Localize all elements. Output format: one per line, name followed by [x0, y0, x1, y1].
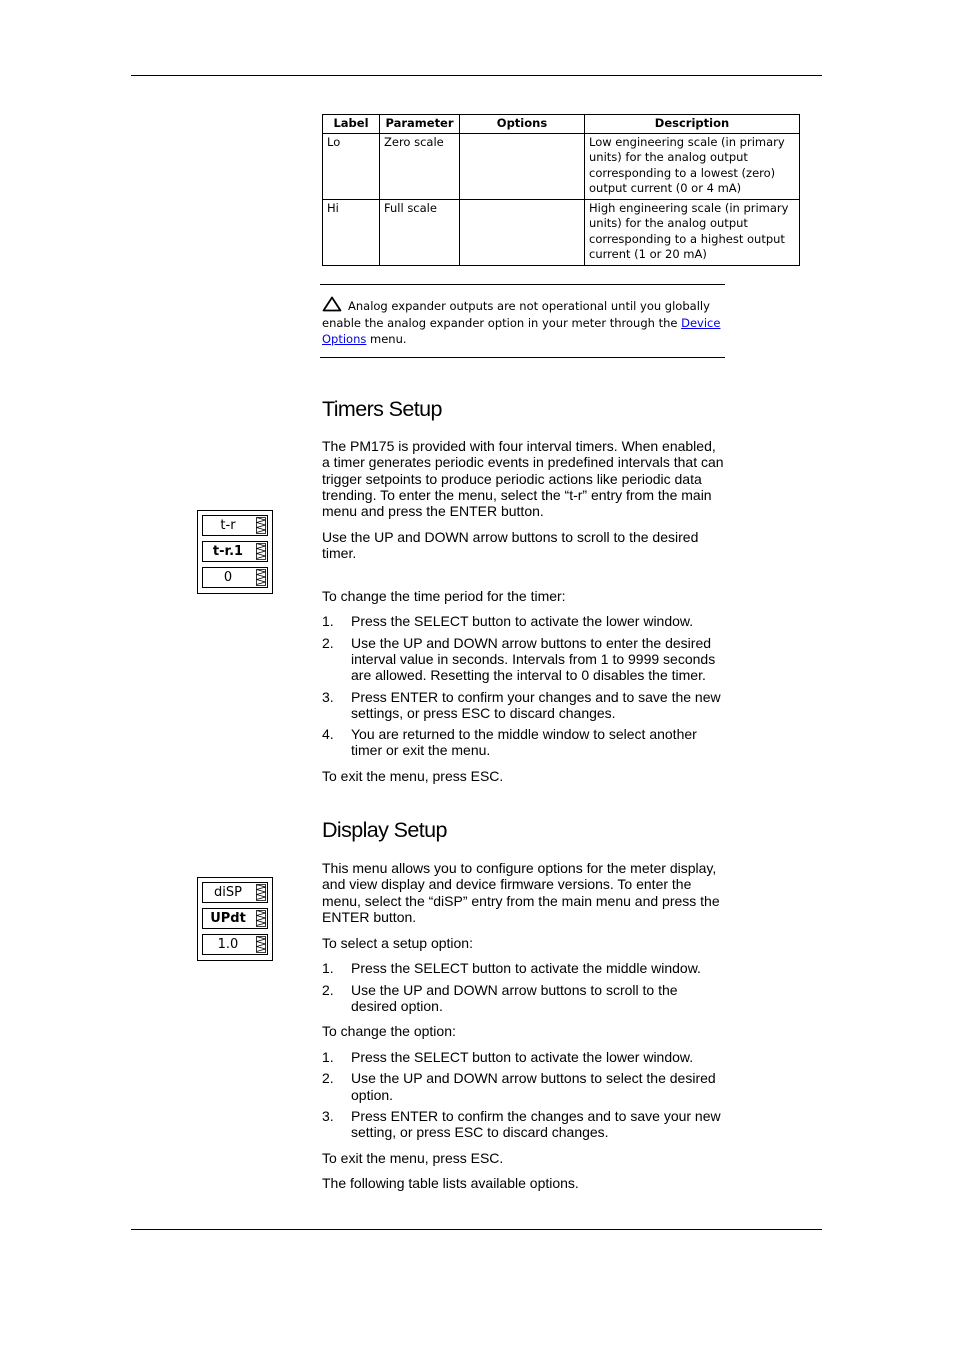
cell-options [460, 133, 585, 199]
display-change-steps-list [322, 1049, 727, 1140]
lcd-lower-text: 0 [223, 570, 233, 585]
cell-description: High engineering scale (in primary units) for the analog output corresponding to a highest output current (1 or 20 mA) [585, 199, 800, 265]
step-text: Use the UP and DOWN arrow buttons to scroll to the desired option. [351, 981, 678, 1015]
step-number: 2. [322, 634, 334, 651]
lcd-lower-window [202, 934, 268, 955]
step-number: 1. [322, 1049, 334, 1066]
list-item [322, 1049, 727, 1065]
column-header-description: Description [585, 115, 800, 134]
step-number: 3. [322, 1108, 334, 1125]
step-number: 1. [322, 960, 334, 977]
lcd-upper-text: diSP [214, 885, 242, 900]
list-item [322, 689, 727, 722]
step-text: You are returned to the middle window to select another timer or exit the menu. [351, 726, 697, 759]
timers-body [322, 438, 727, 794]
lcd-bar-icon [256, 517, 266, 534]
timers-change-intro: To change the time period for the timer: [322, 587, 566, 604]
timers-scroll-text: Use the UP and DOWN arrow buttons to scroll to the desired timer. [322, 528, 699, 562]
timers-steps-list [322, 613, 727, 758]
timers-intro: The PM175 is provided with four interval timers. When enabled, a timer generates periodic events in predefined intervals that can trigger setpoints to produce periodic actions like periodic data trending. To enter the menu, select the “t-r” entry from the main menu and press the ENTER button. [322, 438, 724, 520]
table-header-row [323, 115, 800, 134]
list-item [322, 613, 727, 629]
step-text: Press ENTER to confirm your changes and to save the new settings, or press ESC to discard changes. [351, 688, 721, 721]
footer-rule [131, 1229, 822, 1230]
step-number: 2. [322, 981, 334, 998]
display-lcd-display [197, 877, 273, 961]
list-item [322, 1070, 727, 1103]
lcd-upper-text: t-r [220, 518, 236, 533]
step-number: 2. [322, 1070, 334, 1087]
display-setup-heading: Display Setup [322, 818, 447, 842]
lcd-middle-text: UPdt [210, 911, 246, 926]
timers-exit-text: To exit the menu, press ESC. [322, 767, 504, 784]
lcd-lower-window [202, 567, 268, 588]
table-row [323, 133, 800, 199]
timers-lcd-display [197, 510, 273, 594]
lcd-middle-window [202, 541, 268, 562]
lcd-bar-icon [256, 884, 266, 901]
display-exit-text: To exit the menu, press ESC. [322, 1149, 504, 1166]
note-text-before-link: Analog expander outputs are not operational until you globally enable the analog expander option in your meter through the [322, 299, 710, 330]
list-item [322, 960, 727, 976]
cell-label: Hi [323, 199, 380, 265]
cell-description: Low engineering scale (in primary units) for the analog output corresponding to a lowest (zero) output current (0 or 4 mA) [585, 133, 800, 199]
lcd-bar-icon [256, 910, 266, 927]
device-options-link[interactable]: Device Options [322, 315, 721, 346]
display-select-intro: To select a setup option: [322, 934, 473, 951]
lcd-middle-window [202, 908, 268, 929]
step-number: 4. [322, 726, 334, 743]
note-box [320, 284, 725, 358]
table-row [323, 199, 800, 265]
column-header-parameter: Parameter [380, 115, 460, 134]
lcd-upper-window [202, 882, 268, 903]
display-body [322, 860, 727, 1201]
lcd-bar-icon [256, 569, 266, 586]
step-text: Use the UP and DOWN arrow buttons to select the desired option. [351, 1070, 716, 1103]
lcd-bar-icon [256, 543, 266, 560]
display-intro: This menu allows you to configure options for the meter display, and view display and device firmware versions. To enter the menu, select the “diSP” entry from the main menu and press the ENTER button. [322, 860, 720, 925]
display-change-intro: To change the option: [322, 1023, 456, 1040]
analog-output-parameter-table [322, 114, 800, 266]
warning-triangle-icon [322, 296, 342, 312]
step-text: Use the UP and DOWN arrow buttons to enter the desired interval value in seconds. Intervals from 1 to 9999 seconds are allowed. Resetting the interval to 0 disables the timer. [351, 634, 716, 684]
step-text: Press ENTER to confirm the changes and to save your new setting, or press ESC to discard changes. [351, 1108, 721, 1141]
cell-parameter: Zero scale [380, 133, 460, 199]
step-number: 3. [322, 688, 334, 705]
lcd-upper-window [202, 515, 268, 536]
display-select-steps-list [322, 960, 727, 1014]
header-rule [131, 75, 822, 76]
cell-parameter: Full scale [380, 199, 460, 265]
lcd-middle-text: t-r.1 [212, 544, 244, 559]
list-item [322, 1108, 727, 1141]
list-item [322, 635, 727, 684]
column-header-label: Label [323, 115, 380, 134]
note-text [322, 296, 725, 348]
display-following-text: The following table lists available options. [322, 1175, 579, 1192]
cell-options [460, 199, 585, 265]
step-text: Press the SELECT button to activate the lower window. [351, 1049, 694, 1066]
step-number: 1. [322, 613, 334, 630]
note-text-after-link: menu. [366, 332, 407, 346]
list-item [322, 982, 727, 1015]
cell-label: Lo [323, 133, 380, 199]
lcd-bar-icon [256, 936, 266, 953]
lcd-lower-text: 1.0 [217, 937, 239, 952]
timers-setup-heading: Timers Setup [322, 397, 442, 421]
list-item [322, 726, 727, 759]
step-text: Press the SELECT button to activate the lower window. [351, 613, 694, 630]
step-text: Press the SELECT button to activate the middle window. [351, 960, 701, 977]
column-header-options: Options [460, 115, 585, 134]
